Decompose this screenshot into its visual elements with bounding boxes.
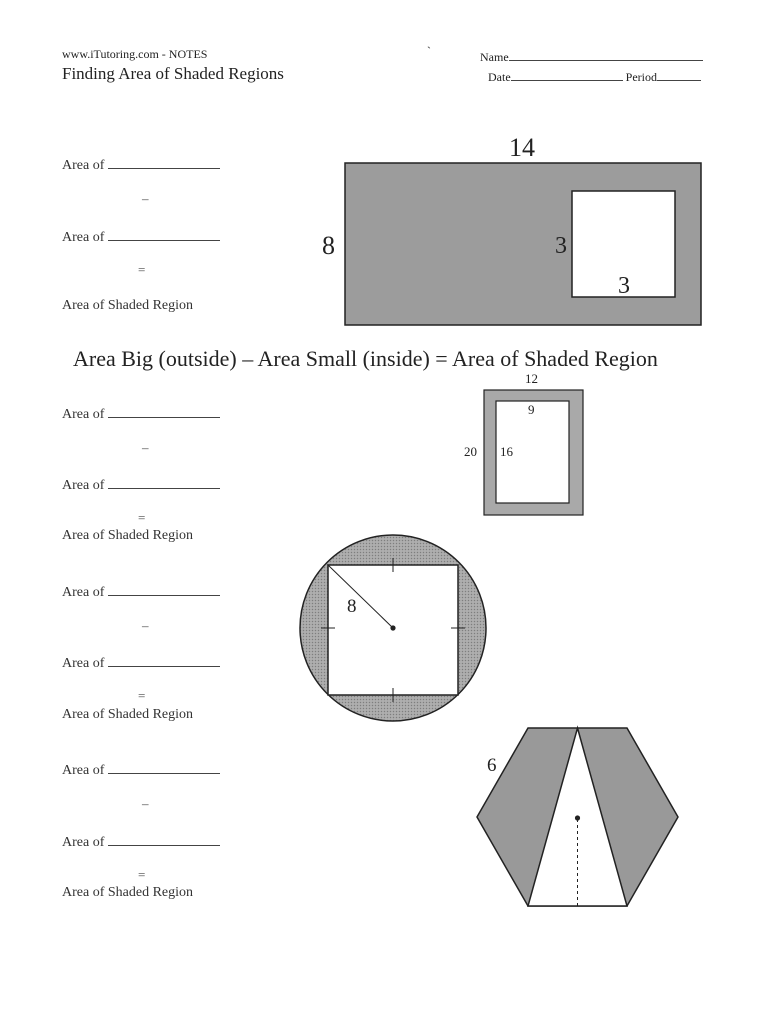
area-of-label: Area of: [62, 478, 105, 493]
area-of-label: Area of: [62, 763, 105, 778]
height-label: 8: [322, 231, 335, 260]
area-of-label: Area of: [62, 656, 105, 671]
hexagon-figure: [477, 728, 678, 906]
frame-figure: [464, 371, 583, 515]
stray-mark: `: [427, 44, 431, 58]
name-label: Name: [480, 50, 509, 64]
area-of-label: Area of: [62, 585, 105, 600]
radius-label: 8: [347, 596, 357, 617]
minus-sign: –: [142, 191, 149, 206]
equals-sign: =: [138, 262, 146, 277]
shaded-region-label: Area of Shaded Region: [62, 885, 194, 900]
site-header: www.iTutoring.com - NOTES: [62, 47, 208, 61]
rectangle-figure: [322, 133, 701, 325]
minus-sign: –: [142, 440, 149, 455]
period-label: Period: [625, 70, 657, 84]
shaded-region-label: Area of Shaded Region: [62, 707, 194, 722]
inner-height-label: 3: [555, 233, 567, 259]
shaded-region-label: Area of Shaded Region: [62, 298, 194, 313]
area-of-label: Area of: [62, 835, 105, 850]
outer-height-label: 20: [464, 444, 477, 459]
equals-sign: =: [138, 867, 146, 882]
minus-sign: –: [142, 618, 149, 633]
equals-sign: =: [138, 688, 146, 703]
inner-width-label: 9: [528, 402, 535, 417]
equals-sign: =: [138, 510, 146, 525]
area-of-label: Area of: [62, 407, 105, 422]
side-label: 6: [487, 755, 497, 776]
circle-square-figure: [300, 535, 486, 721]
shaded-region-label: Area of Shaded Region: [62, 528, 194, 543]
date-label: Date: [488, 70, 511, 84]
inner-height-label: 16: [500, 444, 513, 459]
area-of-label: Area of: [62, 230, 105, 245]
area-of-label: Area of: [62, 158, 105, 173]
center-point: [575, 815, 580, 820]
formula-banner: Area Big (outside) – Area Small (inside) = Area of Shaded Region: [73, 346, 658, 371]
width-label: 14: [509, 133, 535, 162]
inner-width-label: 3: [618, 273, 630, 299]
center-point: [390, 625, 395, 630]
outer-width-label: 12: [525, 371, 538, 386]
page-title: Finding Area of Shaded Regions: [62, 64, 284, 83]
minus-sign: –: [142, 796, 149, 811]
